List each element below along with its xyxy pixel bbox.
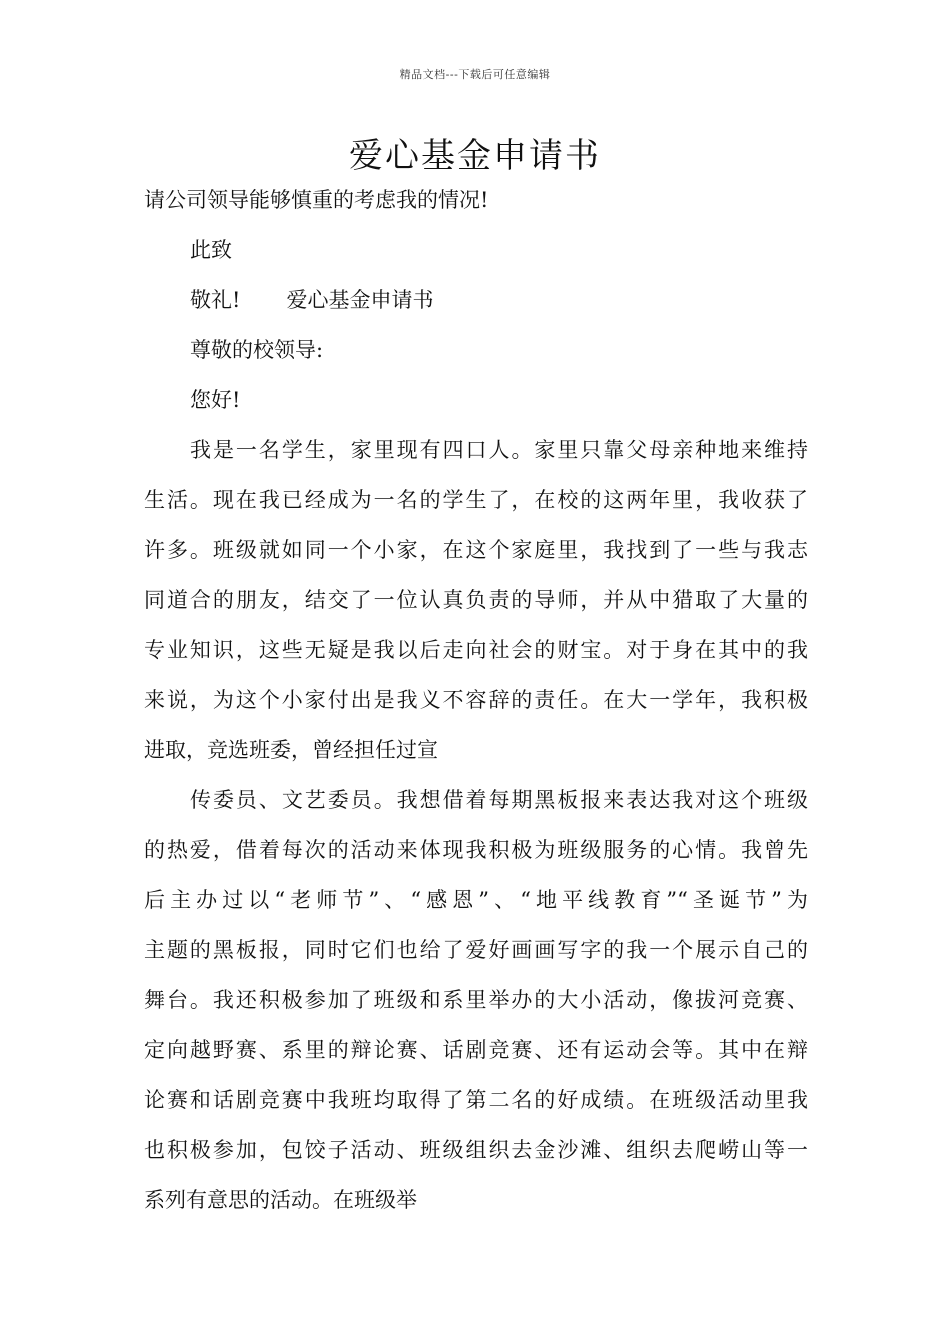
greeting-recipient: 尊敬的校领导:	[190, 338, 324, 362]
body-line: 来说，为这个小家付出是我义不容辞的责任。在大一学年，我积极	[144, 688, 808, 712]
body-line: 也积极参加，包饺子活动、班级组织去金沙滩、组织去爬崂山等一	[144, 1138, 808, 1162]
body-line: 请公司领导能够慎重的考虑我的情况!	[144, 188, 489, 212]
body-line: 许多。班级就如同一个小家，在这个家庭里，我找到了一些与我志	[144, 538, 808, 562]
body-line: 我是一名学生，家里现有四口人。家里只靠父母亲种地来维持	[190, 438, 808, 462]
body-line: 定向越野赛、系里的辩论赛、话剧竞赛、还有运动会等。其中在辩	[144, 1038, 808, 1062]
header-note: 精品文档---下载后可任意编辑	[399, 68, 551, 81]
body-line: 生活。现在我已经成为一名的学生了，在校的这两年里，我收获了	[144, 488, 808, 512]
closing-regards: 敬礼!	[190, 288, 241, 312]
body-line: 同道合的朋友，结交了一位认真负责的导师，并从中猎取了大量的	[144, 588, 808, 612]
body-line: 系列有意思的活动。在班级举	[144, 1188, 417, 1212]
body-line: 后主办过以“老师节”、“感恩”、“地平线教育”“圣诞节”为	[144, 888, 808, 912]
body-line: 专业知识，这些无疑是我以后走向社会的财宝。对于身在其中的我	[144, 638, 808, 662]
body-line: 进取，竞选班委，曾经担任过宣	[144, 738, 438, 762]
body-line: 传委员、文艺委员。我想借着每期黑板报来表达我对这个班级	[190, 788, 808, 812]
closing-regards-line	[190, 286, 854, 314]
document-title: 爱心基金申请书	[349, 136, 601, 176]
greeting: 您好!	[190, 388, 241, 412]
body-line: 主题的黑板报，同时它们也给了爱好画画写字的我一个展示自己的	[144, 938, 808, 962]
closing-salutation: 此致	[190, 238, 232, 262]
body-line: 论赛和话剧竞赛中我班均取得了第二名的好成绩。在班级活动里我	[144, 1088, 808, 1112]
body-line: 的热爱，借着每次的活动来体现我积极为班级服务的心情。我曾先	[144, 838, 808, 862]
body-line: 舞台。我还积极参加了班级和系里举办的大小活动，像拔河竞赛、	[144, 988, 808, 1012]
second-title-inline: 爱心基金申请书	[286, 288, 434, 312]
